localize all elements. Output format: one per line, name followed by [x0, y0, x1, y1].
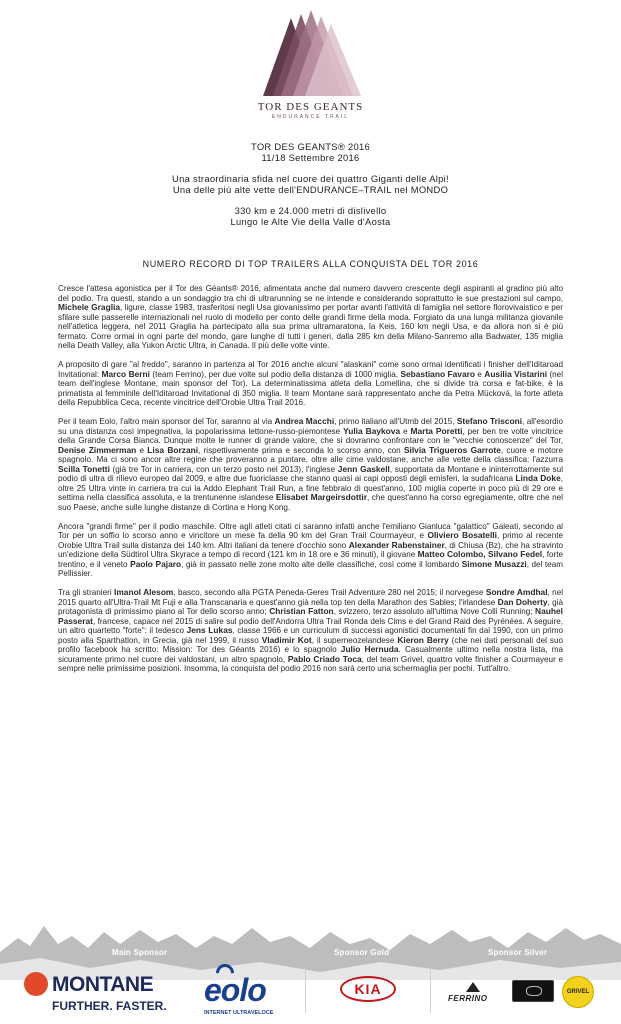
athlete-name: Matteo Colombo, Silvano Fedel [417, 549, 543, 559]
athlete-name: Stefano Trisconi [456, 416, 523, 426]
paragraph-text: , il superneozelandese [311, 635, 398, 645]
athlete-name: Sondre Amdhal [485, 587, 548, 597]
athlete-name: Denise Zimmerman [58, 444, 137, 455]
athlete-name: Kieron Berry [397, 634, 449, 645]
paragraph-text: , che quest'anno ha corso egregiamente, oltre che nel suo Paese, anche sulle lunghe distanze di Cortina e Hong Kong. [58, 493, 563, 512]
section-title: NUMERO RECORD DI TOP TRAILERS ALLA CONQUISTA DEL TOR 2016 [142, 259, 479, 269]
paragraph-text: (che nei dati personali del suo profilo facebook ha scritto: Mission: Tor des Géants 2016) e lo spagnolo [58, 635, 564, 654]
paragraph-text: , primo al recente Orobie Ultra Trail sulla distanza dei 140 km. Altri italiani da tenere d'occhio sono [58, 531, 563, 550]
athlete-name: Elisabet Margeirsdottir [275, 492, 367, 502]
tagline-1: Una straordinaria sfida nel cuore dei quattro Giganti delle Alpi! [172, 173, 449, 185]
article-paragraph [58, 522, 563, 579]
montane-logo [24, 972, 174, 1016]
paragraph-text: (già tre Tor in carriera, con un terzo posto nel 2013), l'inglese [109, 464, 338, 474]
montane-tagline: FURTHER. FASTER. [52, 999, 167, 1013]
press-header [0, 142, 621, 228]
ferrino-logo [444, 982, 504, 1010]
grivel-logo [562, 976, 594, 1008]
paragraph-text: e [136, 445, 148, 455]
paragraph-text: , primo italiano all'Utmb del 2015, [334, 417, 457, 426]
paragraph-text: , svizzero, terzo assoluto all'ultima Nove Colli Running; [333, 607, 536, 616]
athlete-name: Nauhel Passerat [58, 606, 563, 626]
athlete-name: Alexander Rabenstainer [348, 539, 445, 550]
paragraph-text: (nel team dell'inglese Montane, main sponsor del Tor). La determinatissima atleta della Lomellina, che si divide tra corsa e fat-bike, è la primatista al femminile dell'Iditaroad Invitational di 350 miglia. Il team Montane sarà rappresentato anche da Petra Mücková, la forte atleta della Repubblica Ceca, recente vincitrice dell'Orobie Ultra Trail 2016. [58, 369, 564, 407]
silver-sponsor-label: Sponsor Silver [488, 948, 548, 957]
athlete-name: Jenn Gaskell [337, 463, 390, 474]
paragraph-text: , rispettivamente prima e seconda lo scorso anno, con [198, 445, 404, 455]
article-paragraph [58, 284, 563, 351]
athlete-name: Pablo Criado Toca [287, 653, 362, 664]
article-paragraph [58, 588, 563, 674]
paragraph-text: , del team Grivel, quattro volte finisher a Courmayeur e sempre nelle primissime posizioni. Insomma, la conquista del podio 2016 non sarà certo una schermaglia per pochi. Tutt'altro. [58, 654, 563, 673]
athlete-name: Lisa Borzani [147, 444, 199, 455]
paragraph-text: , ligure, classe 1983, trasferitosi negli Usa giovanissimo per portar avanti l'attività di famiglia nel settore florovivaistico e per sfilare sulle passerelle internazionali nel ruolo di modello per conto delle grandi firme della moda. Forgiato da una lunga militanza giovanile nell'atletica leggera, nel 2011 Graglia ha partecipato alla sua prima ultramaratona, la Keis, 160 km negli Usa, e da allora non si è più fermato. Corre ormai in ogni parte del mondo, gare lunghe di tutti i generi, dalla 285 km della Milano-Sanremo alla Badwater, 135 miglia nella Death Valley, alla Yukon Arctic Ultra, in Canada. Il più delle volte vinte. [58, 303, 564, 350]
athlete-name: Marta Poretti [410, 425, 463, 436]
paragraph-text: , classe 1966 e un curriculum di successi agonistici documentati fin dal 1990, con un primo posto alla Sparthatlon, in Grecia, già nel 1999, il russo [58, 626, 564, 645]
grivel-wordmark: GRIVEL [566, 989, 590, 995]
athlete-name: Sebastiano Favaro [400, 368, 475, 379]
sponsor-divider [305, 968, 306, 1013]
silver-sponsor-badge [512, 980, 554, 1002]
paragraph-text: , cuore e motore spagnolo. Ma ci sono ancor altre regine che proveranno a puntare, oltre alle cime valdostane, anche alle vette della classifica: l'azzurra [58, 445, 564, 464]
paragraph-text: , supportata da Montane e ininterrottamente sul podio di ultra di rilievo europeo dal 2009, e altre due fuoriclasse che stanno quasi ai capi opposti degli emisferi, la sudafricana [58, 464, 563, 483]
athlete-name: Andrea Macchi [274, 416, 335, 426]
paragraph-text: , basco, secondo alla PGTA Peneda-Geres Trail Adventure 280 nel 2015; il norvegese [173, 588, 486, 597]
athlete-name: Silvia Trigueros Garrote [403, 444, 501, 455]
triangle-mountains-icon [251, 8, 371, 100]
paragraph-text: , forte trentino, e il veneto [58, 550, 563, 569]
event-dates: 11/18 Settembre 2016 [261, 151, 360, 163]
eolo-wordmark: eolo [204, 972, 266, 1008]
athlete-name: Yulia Baykova [343, 425, 401, 436]
ferrino-wordmark: FERRINO [448, 994, 488, 1003]
athlete-name: Ausilia Vistarini [484, 368, 548, 379]
paragraph-text: , nel 2015 quarto all'Ultra-Trail Mt Fuji e alla Transcanaria e quest'anno già nella top ten della Marathon des Sables; l'irlandese [58, 588, 564, 607]
ferrino-mark-icon [466, 982, 480, 992]
kia-logo [340, 976, 396, 1002]
athlete-name: Scilla Tonetti [58, 463, 110, 474]
athlete-name: Christian Fatton [269, 606, 334, 616]
paragraph-text: A proposito di gare "al freddo", saranno in partenza al Tor 2016 anche alcuni "alaskani" come sono ormai identificati i finisher dell'Iditaroad Invitational: [58, 360, 563, 379]
paragraph-text: Per il team Eolo, l'altro main sponsor del Tor, saranno al via [58, 417, 275, 426]
paragraph-text: , francese, capace nel 2015 di salire sul podio dell'Andorra Ultra Trail Ronda dels Cims e del Grand Raid des Pyrénées. A seguire, un altro quartetto "forte": il tedesco [58, 616, 563, 635]
paragraph-text: e [400, 426, 411, 436]
paragraph-text: , all'esordio su una distanza così impegnativa, la popolarissima lettone-russo-piemontese [58, 417, 564, 436]
paragraph-text: . Casualmente ultimo nella nostra lista, ma sicuramente primo nel cuore dei valdostani, un altro spagnolo, [58, 645, 564, 664]
athlete-name: Dan Doherty [497, 596, 548, 607]
athlete-name: Julio Hernuda [340, 644, 399, 654]
montane-wordmark: MONTANE [52, 973, 154, 996]
paragraph-text: , di Chiusa (Bz), che ha stravinto un'edizione della Südtirol Ultra Skyrace a tempo di record (121 km in 18 ore e 36 minuti), il giovane [58, 540, 563, 559]
athlete-name: Simone Musazzi [461, 558, 527, 569]
gold-sponsor-label: Sponsor Gold [334, 948, 390, 957]
athlete-name: Imanol Alesom [114, 587, 174, 597]
stats-line-2: Lungo le Alte Vie della Valle d'Aosta [230, 215, 391, 227]
logo-brand-text: TOR DES GEANTS [257, 101, 364, 113]
article-paragraph [58, 360, 563, 408]
paragraph-text: Tra gli stranieri [58, 588, 115, 597]
athlete-name: Linda Doke [515, 473, 561, 483]
montane-mark-icon [24, 972, 48, 996]
paragraph-text: Ancora "grandi firme" per il podio maschile. Oltre agli atleti citati ci saranno infatti anche l'emiliano Gianluca "galattico" Galeati, secondo al Tor per un soffio lo scorso anno e vincitore un mese fa della 90 km del Gran Trail Courmayeur, e [58, 521, 563, 540]
paragraph-text: , già in passato nelle zone molto alte delle classifiche, così come il lombardo [181, 559, 462, 569]
paragraph-text: , per ben tre volte vincitrice della Grande Corsa Bianca. Dunque molte le runner di grande valore, che si dovranno confrontare con le "vecchie conoscenze" del Tor, [58, 426, 563, 445]
paragraph-text: , già protagonista di primissimo piano al Tor dello scorso anno; [58, 597, 563, 616]
paragraph-text: Cresce l'attesa agonistica per il Tor des Géants® 2016, alimentata anche dal numero davvero crescente degli aspiranti al gradino più alto del podio. Tra questi, stando a un sondaggio tra chi di ultrarunning se ne intende e considerando soprattutto le sue prestazioni sul campo, [58, 284, 563, 303]
eolo-subtitle: INTERNET ULTRAVELOCE [204, 1010, 274, 1016]
athlete-name: Oliviero Bosatelli [427, 530, 497, 540]
athlete-name: Vladimir Kot [261, 634, 312, 645]
logo-subtitle-text: ENDURANCE TRAIL [271, 114, 350, 120]
athlete-name: Paolo Pajaro [130, 558, 182, 569]
athlete-name: Jens Lukas [186, 625, 233, 635]
paragraph-text: (team Ferrino), per due volte sul podio della distanza di 1000 miglia, [150, 369, 401, 379]
paragraph-text: e [474, 369, 485, 379]
event-title: TOR DES GEANTS® 2016 [250, 141, 371, 152]
paragraph-text: , del team Pellissier. [58, 559, 563, 578]
tor-des-geants-logo [0, 8, 621, 120]
paragraph-text: , oltre 25 Ultra vinte in carriera tra cui la Addo Elephant Trail Run, a fine febbraio di quest'anno, 100 miglia coperte in poco più di 29 ore e settima nella classifica assoluta, e la trentunenne islandese [58, 474, 564, 502]
stats-line-1: 330 km e 24.000 metri di dislivello [234, 205, 387, 217]
badge-emblem-icon [526, 986, 542, 996]
main-sponsor-label: Main Sponsor [112, 948, 168, 957]
article-body [58, 284, 563, 683]
sponsor-divider [430, 968, 431, 1013]
athlete-name: Michele Graglia [58, 302, 121, 312]
tagline-2: Una delle più alte vette dell'ENDURANCE–TRAIL nel MONDO [172, 183, 449, 195]
athlete-name: Marco Berni [101, 368, 151, 379]
kia-wordmark: KIA [354, 981, 382, 997]
eolo-logo [196, 964, 286, 1020]
article-paragraph [58, 417, 563, 512]
